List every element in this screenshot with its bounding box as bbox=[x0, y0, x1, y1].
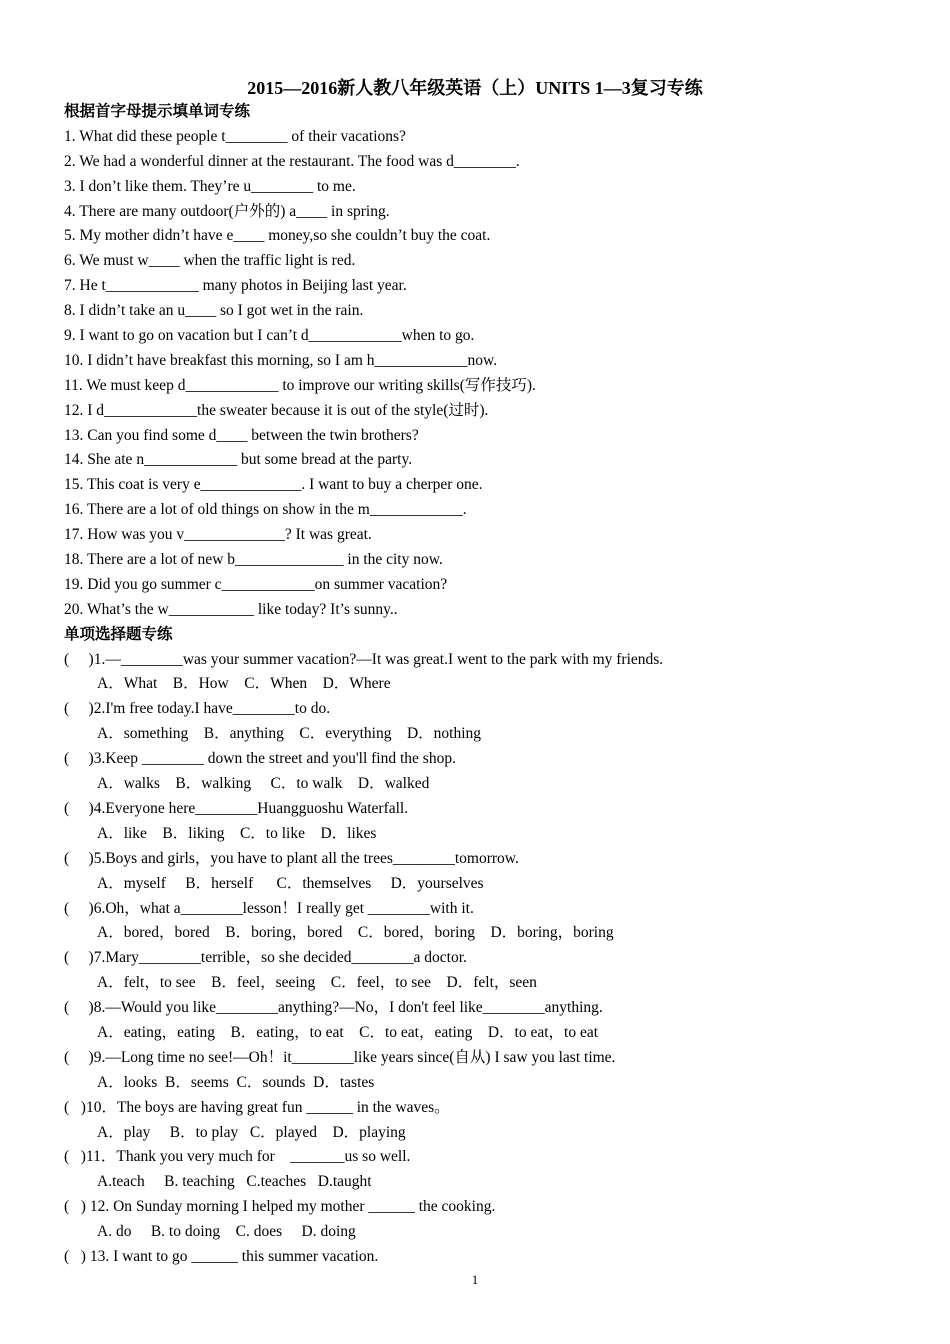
question-stem: ( ) 12. On Sunday morning I helped my mother ______ the cooking. bbox=[64, 1198, 496, 1216]
question-options: A．walks B．walking C．to walk D．walked bbox=[97, 775, 430, 793]
fill-in-item: 10. I didn’t have breakfast this morning, so I am h____________now. bbox=[64, 351, 498, 369]
fill-in-item: 4. There are many outdoor(户外的) a____ in spring. bbox=[64, 202, 390, 220]
question-stem: ( )10．The boys are having great fun ______ in the waves。 bbox=[64, 1098, 450, 1116]
question-options: A．eating，eating B．eating，to eat C．to eat，eating D．to eat，to eat bbox=[97, 1023, 599, 1041]
question-options: A．play B．to play C．played D．playing bbox=[97, 1123, 406, 1141]
fill-in-item: 9. I want to go on vacation but I can’t d____________when to go. bbox=[64, 327, 475, 345]
question-options: A．felt，to see B．feel，seeing C．feel，to see D．felt，seen bbox=[97, 974, 537, 992]
worksheet-body bbox=[64, 100, 904, 1270]
question-stem: ( )9.—Long time no see!—Oh！it________like years since(自从) I saw you last time. bbox=[64, 1048, 616, 1066]
question-options: A．myself B．herself C．themselves D．yourselves bbox=[97, 874, 484, 892]
question-stem: ( )1.—________was your summer vacation?—It was great.I went to the park with my friends. bbox=[64, 650, 664, 668]
fill-in-item: 12. I d____________the sweater because it is out of the style(过时). bbox=[64, 401, 489, 419]
fill-in-item: 17. How was you v_____________? It was great. bbox=[64, 526, 372, 544]
question-stem: ( )8.—Would you like________anything?—No，I don't feel like________anything. bbox=[64, 999, 603, 1017]
question-options: A．something B．anything C．everything D．nothing bbox=[97, 725, 482, 743]
question-options: A.teach B. teaching C.teaches D.taught bbox=[97, 1173, 372, 1191]
fill-in-item: 14. She ate n____________ but some bread at the party. bbox=[64, 451, 413, 469]
fill-in-item: 1. What did these people t________ of their vacations? bbox=[64, 127, 406, 145]
question-stem: ( )6.Oh，what a________lesson！I really get ________with it. bbox=[64, 899, 474, 917]
question-stem: ( )4.Everyone here________Huangguoshu Waterfall. bbox=[64, 799, 409, 817]
page-title: 2015—2016新人教八年级英语（上）UNITS 1—3复习专练 bbox=[247, 78, 703, 98]
question-options: A．looks B．seems C．sounds D．tastes bbox=[97, 1073, 375, 1091]
fill-in-item: 5. My mother didn’t have e____ money,so she couldn’t buy the coat. bbox=[64, 227, 491, 245]
fill-in-item: 13. Can you find some d____ between the twin brothers? bbox=[64, 426, 419, 444]
question-stem: ( )11．Thank you very much for _______us so well. bbox=[64, 1148, 411, 1166]
question-options: A．like B．liking C．to like D．likes bbox=[97, 824, 377, 842]
page-number: 1 bbox=[471, 1272, 479, 1287]
fill-in-item: 8. I didn’t take an u____ so I got wet in the rain. bbox=[64, 302, 364, 320]
fill-in-item: 20. What’s the w___________ like today? It’s sunny.. bbox=[64, 600, 398, 618]
question-stem: ( )5.Boys and girls，you have to plant all the trees________tomorrow. bbox=[64, 849, 519, 867]
question-stem: ( )2.I'm free today.I have________to do. bbox=[64, 700, 331, 718]
fill-in-item: 11. We must keep d____________ to improve our writing skills(写作技巧). bbox=[64, 376, 536, 394]
fill-in-item: 7. He t____________ many photos in Beijing last year. bbox=[64, 277, 407, 295]
fill-in-item: 18. There are a lot of new b______________ in the city now. bbox=[64, 551, 443, 569]
question-stem: ( )7.Mary________terrible，so she decided________a doctor. bbox=[64, 949, 467, 967]
fill-in-item: 3. I don’t like them. They’re u________ to me. bbox=[64, 177, 356, 195]
section-heading-multiple-choice: 单项选择题专练 bbox=[64, 625, 173, 643]
fill-in-item: 16. There are a lot of old things on show in the m____________. bbox=[64, 501, 467, 519]
question-options: A．bored，bored B．boring，bored C．bored，boring D．boring，boring bbox=[97, 924, 614, 942]
question-stem: ( )3.Keep ________ down the street and you'll find the shop. bbox=[64, 750, 456, 768]
question-options: A．What B．How C．When D．Where bbox=[97, 675, 391, 693]
fill-in-item: 6. We must w____ when the traffic light is red. bbox=[64, 252, 356, 270]
fill-in-item: 19. Did you go summer c____________on summer vacation? bbox=[64, 575, 448, 593]
question-stem: ( ) 13. I want to go ______ this summer vacation. bbox=[64, 1247, 379, 1265]
question-options: A. do B. to doing C. does D. doing bbox=[97, 1223, 356, 1241]
fill-in-item: 15. This coat is very e_____________. I want to buy a cherper one. bbox=[64, 476, 483, 494]
section-heading-vocabulary: 根据首字母提示填单词专练 bbox=[64, 103, 251, 120]
fill-in-item: 2. We had a wonderful dinner at the restaurant. The food was d________. bbox=[64, 152, 520, 170]
